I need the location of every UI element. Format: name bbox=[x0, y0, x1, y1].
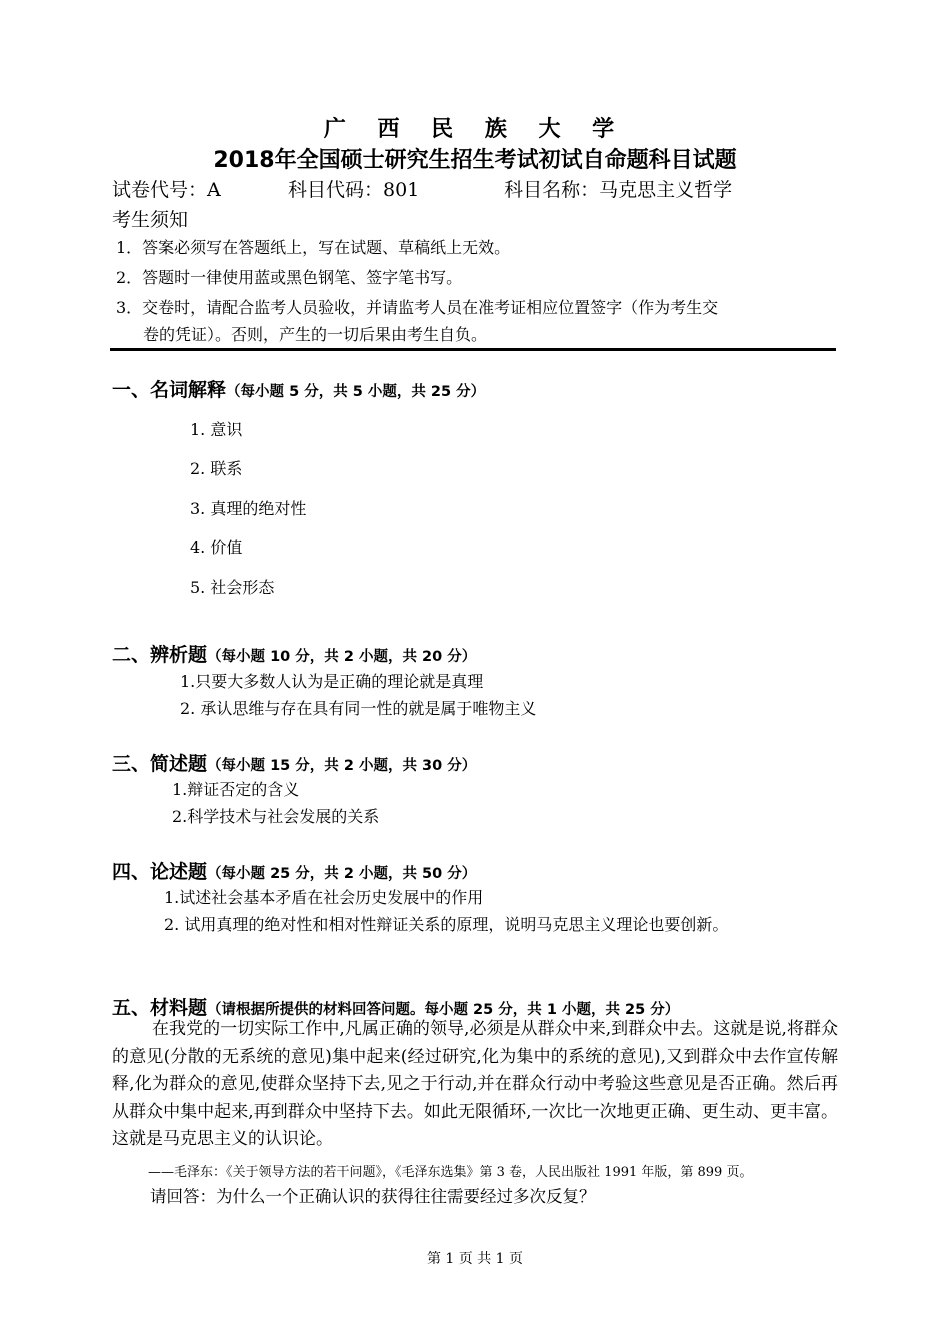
notice-item: 卷的凭证）。否则，产生的一切后果由考生自负。 bbox=[143, 325, 488, 344]
paper-code: 试卷代号：A bbox=[112, 179, 221, 201]
section-title: 五、材料题 bbox=[112, 997, 208, 1019]
section-heading bbox=[112, 375, 485, 402]
question-item: 2. 试用真理的绝对性和相对性辩证关系的原理，说明马克思主义理论也要创新。 bbox=[164, 915, 729, 934]
section-title: 四、论述题 bbox=[112, 861, 208, 883]
material-source: ——毛泽东：《关于领导方法的若干问题》，《毛泽东选集》第 3 卷，人民出版社 1991 年版，第 899 页。 bbox=[148, 1165, 753, 1180]
section-heading bbox=[112, 640, 476, 667]
section-title: 三、简述题 bbox=[112, 753, 208, 775]
section-title: 二、辨析题 bbox=[112, 644, 208, 666]
question-item: 3. 真理的绝对性 bbox=[190, 499, 307, 518]
notice-item: 1．答案必须写在答题纸上，写在试题、草稿纸上无效。 bbox=[116, 238, 511, 257]
page-footer: 第 1 页 共 1 页 bbox=[426, 1251, 524, 1267]
section-title: 一、名词解释 bbox=[112, 379, 227, 401]
material-text: 在我党的一切实际工作中,凡属正确的领导,必须是从群众中来,到群众中去。这就是说,将群众的意见(分散的无系统的意见)集中起来(经过研究,化为集中的系统的意见),又到群众中去作宣传解释,化为群众的意见,使群众坚持下去,见之于行动,并在群众行动中考验这些意见是否正确。然后再从群众中集中起来,再到群众中坚持下去。如此无限循环,一次比一次地更正确、更生动、更丰富。这就是马克思主义的认识论。 bbox=[112, 1019, 838, 1149]
question-item: 1. 意识 bbox=[190, 420, 243, 439]
section-note: （每小题 5 分，共 5 小题，共 25 分） bbox=[226, 384, 486, 400]
section-note: （每小题 15 分，共 2 小题，共 30 分） bbox=[207, 758, 477, 774]
section-note: （请根据所提供的材料回答问题。每小题 25 分，共 1 小题，共 25 分） bbox=[207, 1002, 680, 1018]
question-item: 5. 社会形态 bbox=[190, 578, 275, 597]
subject-name: 科目名称：马克思主义哲学 bbox=[504, 179, 733, 201]
question-item: 1.只要大多数人认为是正确的理论就是真理 bbox=[180, 672, 484, 691]
notice-item: 2．答题时一律使用蓝或黑色钢笔、签字笔书写。 bbox=[116, 268, 463, 287]
question-item: 2. 联系 bbox=[190, 459, 243, 478]
exam-title: 2018年全国硕士研究生招生考试初试自命题科目试题 bbox=[213, 148, 737, 173]
section-heading bbox=[112, 749, 476, 776]
question-item: 2.科学技术与社会发展的关系 bbox=[172, 807, 380, 826]
material-question: 请回答：为什么一个正确认识的获得往往需要经过多次反复？ bbox=[150, 1187, 596, 1206]
exam-info-line bbox=[112, 175, 732, 202]
question-item: 2. 承认思维与存在具有同一性的就是属于唯物主义 bbox=[180, 699, 537, 718]
section-note: （每小题 10 分，共 2 小题，共 20 分） bbox=[207, 649, 477, 665]
section-note: （每小题 25 分，共 2 小题，共 50 分） bbox=[207, 866, 477, 882]
question-item: 1.辩证否定的含义 bbox=[172, 780, 300, 799]
divider-rule bbox=[110, 348, 836, 351]
university-name: 广 西 民 族 大 学 bbox=[323, 117, 627, 142]
question-item: 1.试述社会基本矛盾在社会历史发展中的作用 bbox=[164, 888, 484, 907]
notice-heading: 考生须知 bbox=[112, 209, 189, 231]
subject-code: 科目代码：801 bbox=[288, 179, 420, 201]
question-item: 4. 价值 bbox=[190, 538, 243, 557]
section-heading bbox=[112, 857, 476, 884]
notice-item: 3．交卷时，请配合监考人员验收，并请监考人员在准考证相应位置签字（作为考生交 bbox=[116, 298, 719, 317]
